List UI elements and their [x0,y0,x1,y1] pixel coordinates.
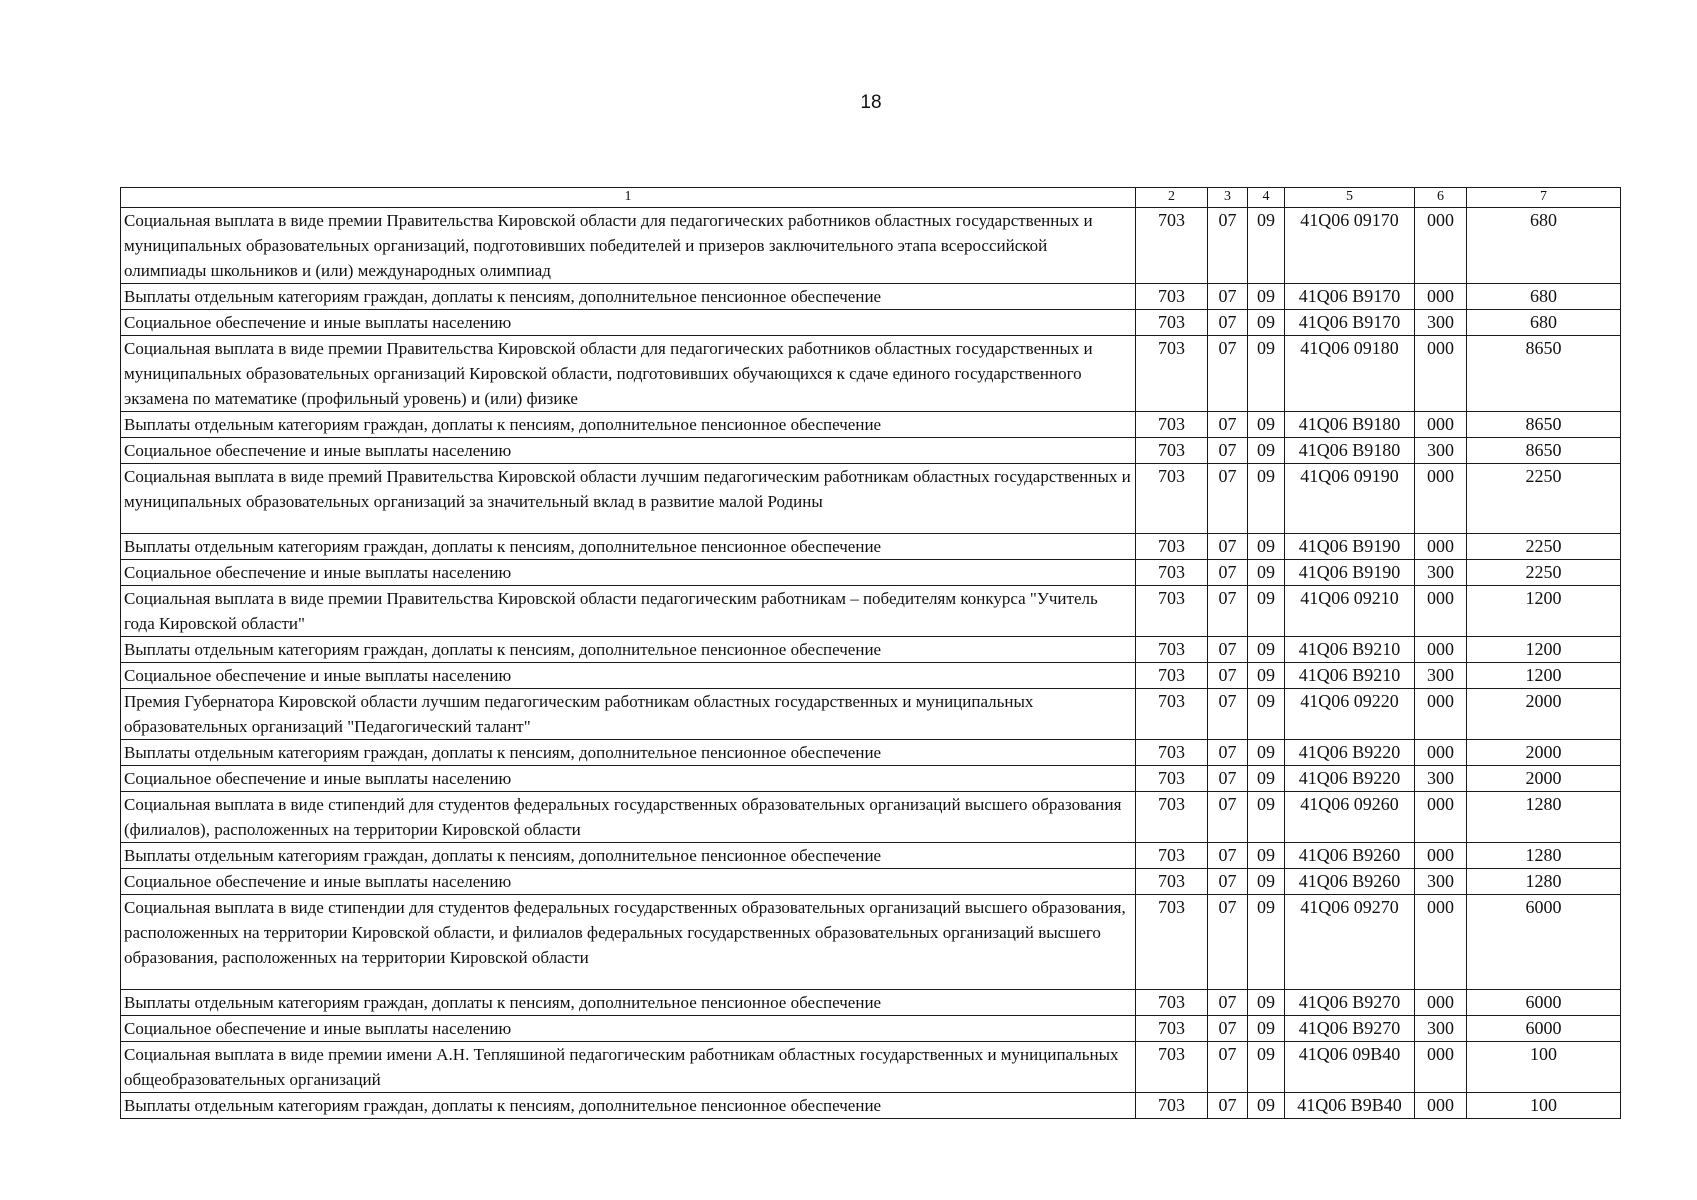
row-description: Выплаты отдельным категориям граждан, доплаты к пенсиям, дополнительное пенсионное обеспечение [121,990,1136,1016]
cell-amount: 1200 [1467,586,1621,637]
cell-target-article: 41Q06 B9170 [1285,310,1415,336]
cell-target-article: 41Q06 09260 [1285,792,1415,843]
cell-subsection: 09 [1248,586,1285,637]
table-row [121,208,1621,284]
cell-subsection: 09 [1248,1093,1285,1119]
cell-expense-type: 000 [1415,637,1467,663]
row-description: Социальная выплата в виде премий Правительства Кировской области лучшим педагогическим работникам областных государственных и муниципальных образовательных организаций за значительный вклад в развитие малой Родины [121,464,1136,534]
cell-section: 07 [1208,208,1248,284]
cell-amount: 1280 [1467,869,1621,895]
cell-subsection: 09 [1248,284,1285,310]
cell-section: 07 [1208,637,1248,663]
table-row [121,310,1621,336]
row-description: Выплаты отдельным категориям граждан, доплаты к пенсиям, дополнительное пенсионное обеспечение [121,740,1136,766]
cell-section: 07 [1208,990,1248,1016]
row-description: Выплаты отдельным категориям граждан, доплаты к пенсиям, дополнительное пенсионное обеспечение [121,637,1136,663]
cell-section: 07 [1208,843,1248,869]
cell-expense-type: 300 [1415,1016,1467,1042]
cell-section: 07 [1208,336,1248,412]
column-header: 7 [1467,188,1621,208]
cell-expense-type: 000 [1415,284,1467,310]
row-description: Выплаты отдельным категориям граждан, доплаты к пенсиям, дополнительное пенсионное обеспечение [121,534,1136,560]
column-header: 1 [121,188,1136,208]
cell-subsection: 09 [1248,869,1285,895]
cell-amount: 1280 [1467,843,1621,869]
row-description: Социальное обеспечение и иные выплаты населению [121,310,1136,336]
cell-subsection: 09 [1248,766,1285,792]
cell-code-2: 703 [1136,990,1208,1016]
cell-expense-type: 300 [1415,310,1467,336]
table-row [121,663,1621,689]
cell-target-article: 41Q06 B9260 [1285,843,1415,869]
cell-expense-type: 000 [1415,990,1467,1016]
cell-amount: 6000 [1467,1016,1621,1042]
table-row [121,1016,1621,1042]
cell-amount: 8650 [1467,412,1621,438]
cell-amount: 2000 [1467,766,1621,792]
cell-expense-type: 000 [1415,534,1467,560]
cell-expense-type: 000 [1415,843,1467,869]
cell-amount: 2000 [1467,740,1621,766]
table-row [121,637,1621,663]
cell-target-article: 41Q06 B9220 [1285,740,1415,766]
cell-code-2: 703 [1136,336,1208,412]
cell-subsection: 09 [1248,637,1285,663]
cell-code-2: 703 [1136,869,1208,895]
cell-code-2: 703 [1136,1016,1208,1042]
cell-target-article: 41Q06 B9210 [1285,637,1415,663]
table-row [121,284,1621,310]
table-row [121,586,1621,637]
cell-amount: 680 [1467,310,1621,336]
cell-expense-type: 000 [1415,1093,1467,1119]
table-row [121,336,1621,412]
table-row [121,843,1621,869]
table-row [121,740,1621,766]
cell-target-article: 41Q06 B9270 [1285,990,1415,1016]
column-header: 6 [1415,188,1467,208]
cell-subsection: 09 [1248,1042,1285,1093]
cell-target-article: 41Q06 B9260 [1285,869,1415,895]
cell-section: 07 [1208,1042,1248,1093]
row-description: Премия Губернатора Кировской области лучшим педагогическим работникам областных государственных и муниципальных образовательных организаций "Педагогический талант" [121,689,1136,740]
row-description: Социальное обеспечение и иные выплаты населению [121,438,1136,464]
table-row [121,534,1621,560]
cell-expense-type: 000 [1415,792,1467,843]
cell-expense-type: 300 [1415,869,1467,895]
row-description: Социальная выплата в виде премии имени А.Н. Тепляшиной педагогическим работникам областных государственных и муниципальных общеобразовательных организаций [121,1042,1136,1093]
table-row [121,766,1621,792]
cell-subsection: 09 [1248,895,1285,990]
cell-amount: 2250 [1467,534,1621,560]
cell-subsection: 09 [1248,792,1285,843]
cell-target-article: 41Q06 09220 [1285,689,1415,740]
cell-subsection: 09 [1248,534,1285,560]
cell-code-2: 703 [1136,284,1208,310]
cell-target-article: 41Q06 B9170 [1285,284,1415,310]
cell-subsection: 09 [1248,689,1285,740]
row-description: Социальное обеспечение и иные выплаты населению [121,869,1136,895]
column-header: 2 [1136,188,1208,208]
row-description: Социальная выплата в виде премии Правительства Кировской области для педагогических работников областных государственных и муниципальных образовательных организаций Кировской области, подготовивших обучающихся к сдаче единого государственного экзамена по математике (профильный уровень) и (или) физике [121,336,1136,412]
cell-amount: 680 [1467,208,1621,284]
cell-code-2: 703 [1136,310,1208,336]
cell-code-2: 703 [1136,560,1208,586]
cell-subsection: 09 [1248,1016,1285,1042]
cell-section: 07 [1208,766,1248,792]
cell-code-2: 703 [1136,689,1208,740]
cell-expense-type: 300 [1415,663,1467,689]
cell-subsection: 09 [1248,336,1285,412]
cell-target-article: 41Q06 B9B40 [1285,1093,1415,1119]
cell-target-article: 41Q06 B9190 [1285,560,1415,586]
cell-amount: 6000 [1467,990,1621,1016]
cell-subsection: 09 [1248,663,1285,689]
row-description: Выплаты отдельным категориям граждан, доплаты к пенсиям, дополнительное пенсионное обеспечение [121,1093,1136,1119]
cell-section: 07 [1208,438,1248,464]
cell-expense-type: 300 [1415,560,1467,586]
row-description: Выплаты отдельным категориям граждан, доплаты к пенсиям, дополнительное пенсионное обеспечение [121,412,1136,438]
cell-expense-type: 000 [1415,336,1467,412]
cell-code-2: 703 [1136,464,1208,534]
cell-section: 07 [1208,895,1248,990]
cell-section: 07 [1208,663,1248,689]
cell-section: 07 [1208,560,1248,586]
table-row [121,560,1621,586]
cell-amount: 680 [1467,284,1621,310]
cell-code-2: 703 [1136,637,1208,663]
cell-amount: 2250 [1467,464,1621,534]
row-description: Социальное обеспечение и иные выплаты населению [121,1016,1136,1042]
row-description: Социальное обеспечение и иные выплаты населению [121,560,1136,586]
cell-amount: 2000 [1467,689,1621,740]
cell-expense-type: 000 [1415,689,1467,740]
cell-subsection: 09 [1248,464,1285,534]
cell-expense-type: 300 [1415,438,1467,464]
cell-subsection: 09 [1248,990,1285,1016]
cell-amount: 8650 [1467,438,1621,464]
cell-target-article: 41Q06 09190 [1285,464,1415,534]
cell-target-article: 41Q06 B9180 [1285,438,1415,464]
cell-section: 07 [1208,464,1248,534]
row-description: Социальная выплата в виде премии Правительства Кировской области педагогическим работникам – победителям конкурса "Учитель года Кировской области" [121,586,1136,637]
cell-target-article: 41Q06 09170 [1285,208,1415,284]
cell-amount: 1200 [1467,637,1621,663]
cell-expense-type: 000 [1415,586,1467,637]
cell-code-2: 703 [1136,766,1208,792]
cell-code-2: 703 [1136,843,1208,869]
cell-target-article: 41Q06 09180 [1285,336,1415,412]
table-row [121,792,1621,843]
cell-section: 07 [1208,689,1248,740]
cell-section: 07 [1208,740,1248,766]
cell-amount: 100 [1467,1093,1621,1119]
table-row [121,895,1621,990]
cell-code-2: 703 [1136,1093,1208,1119]
cell-expense-type: 000 [1415,740,1467,766]
column-header: 5 [1285,188,1415,208]
cell-subsection: 09 [1248,740,1285,766]
cell-section: 07 [1208,412,1248,438]
cell-amount: 100 [1467,1042,1621,1093]
table-row [121,1042,1621,1093]
cell-section: 07 [1208,792,1248,843]
cell-amount: 1200 [1467,663,1621,689]
cell-expense-type: 000 [1415,895,1467,990]
cell-subsection: 09 [1248,412,1285,438]
table-row [121,438,1621,464]
cell-amount: 1280 [1467,792,1621,843]
row-description: Выплаты отдельным категориям граждан, доплаты к пенсиям, дополнительное пенсионное обеспечение [121,284,1136,310]
cell-amount: 2250 [1467,560,1621,586]
cell-code-2: 703 [1136,740,1208,766]
cell-target-article: 41Q06 B9220 [1285,766,1415,792]
cell-code-2: 703 [1136,412,1208,438]
cell-section: 07 [1208,869,1248,895]
row-description: Социальное обеспечение и иные выплаты населению [121,663,1136,689]
table-row [121,689,1621,740]
cell-code-2: 703 [1136,663,1208,689]
cell-target-article: 41Q06 09210 [1285,586,1415,637]
cell-target-article: 41Q06 B9180 [1285,412,1415,438]
cell-section: 07 [1208,586,1248,637]
cell-expense-type: 000 [1415,1042,1467,1093]
table-row [121,412,1621,438]
cell-target-article: 41Q06 B9270 [1285,1016,1415,1042]
row-description: Социальная выплата в виде стипендий для студентов федеральных государственных образовательных организаций высшего образования (филиалов), расположенных на территории Кировской области [121,792,1136,843]
cell-code-2: 703 [1136,792,1208,843]
cell-target-article: 41Q06 B9210 [1285,663,1415,689]
table-header-row [121,188,1621,208]
cell-code-2: 703 [1136,586,1208,637]
cell-section: 07 [1208,1093,1248,1119]
cell-expense-type: 000 [1415,464,1467,534]
cell-code-2: 703 [1136,534,1208,560]
cell-subsection: 09 [1248,310,1285,336]
budget-table [120,187,1621,1119]
cell-expense-type: 000 [1415,412,1467,438]
cell-code-2: 703 [1136,895,1208,990]
row-description: Выплаты отдельным категориям граждан, доплаты к пенсиям, дополнительное пенсионное обеспечение [121,843,1136,869]
cell-section: 07 [1208,284,1248,310]
column-header: 3 [1208,188,1248,208]
cell-target-article: 41Q06 09B40 [1285,1042,1415,1093]
cell-amount: 8650 [1467,336,1621,412]
table-row [121,1093,1621,1119]
cell-subsection: 09 [1248,843,1285,869]
cell-subsection: 09 [1248,208,1285,284]
cell-section: 07 [1208,310,1248,336]
cell-code-2: 703 [1136,208,1208,284]
row-description: Социальная выплата в виде премии Правительства Кировской области для педагогических работников областных государственных и муниципальных образовательных организаций, подготовивших победителей и призеров заключительного этапа всероссийской олимпиады школьников и (или) международных олимпиад [121,208,1136,284]
cell-code-2: 703 [1136,438,1208,464]
row-description: Социальное обеспечение и иные выплаты населению [121,766,1136,792]
cell-target-article: 41Q06 B9190 [1285,534,1415,560]
cell-code-2: 703 [1136,1042,1208,1093]
page-number: 18 [860,92,882,113]
table-row [121,869,1621,895]
cell-expense-type: 000 [1415,208,1467,284]
cell-target-article: 41Q06 09270 [1285,895,1415,990]
cell-expense-type: 300 [1415,766,1467,792]
row-description: Социальная выплата в виде стипендии для студентов федеральных государственных образовательных организаций высшего образования, расположенных на территории Кировской области, и филиалов федеральных государственных образовательных организаций высшего образования, расположенных на территории Кировской области [121,895,1136,990]
cell-subsection: 09 [1248,560,1285,586]
column-header: 4 [1248,188,1285,208]
cell-amount: 6000 [1467,895,1621,990]
table-row [121,990,1621,1016]
cell-subsection: 09 [1248,438,1285,464]
cell-section: 07 [1208,1016,1248,1042]
table-row [121,464,1621,534]
cell-section: 07 [1208,534,1248,560]
